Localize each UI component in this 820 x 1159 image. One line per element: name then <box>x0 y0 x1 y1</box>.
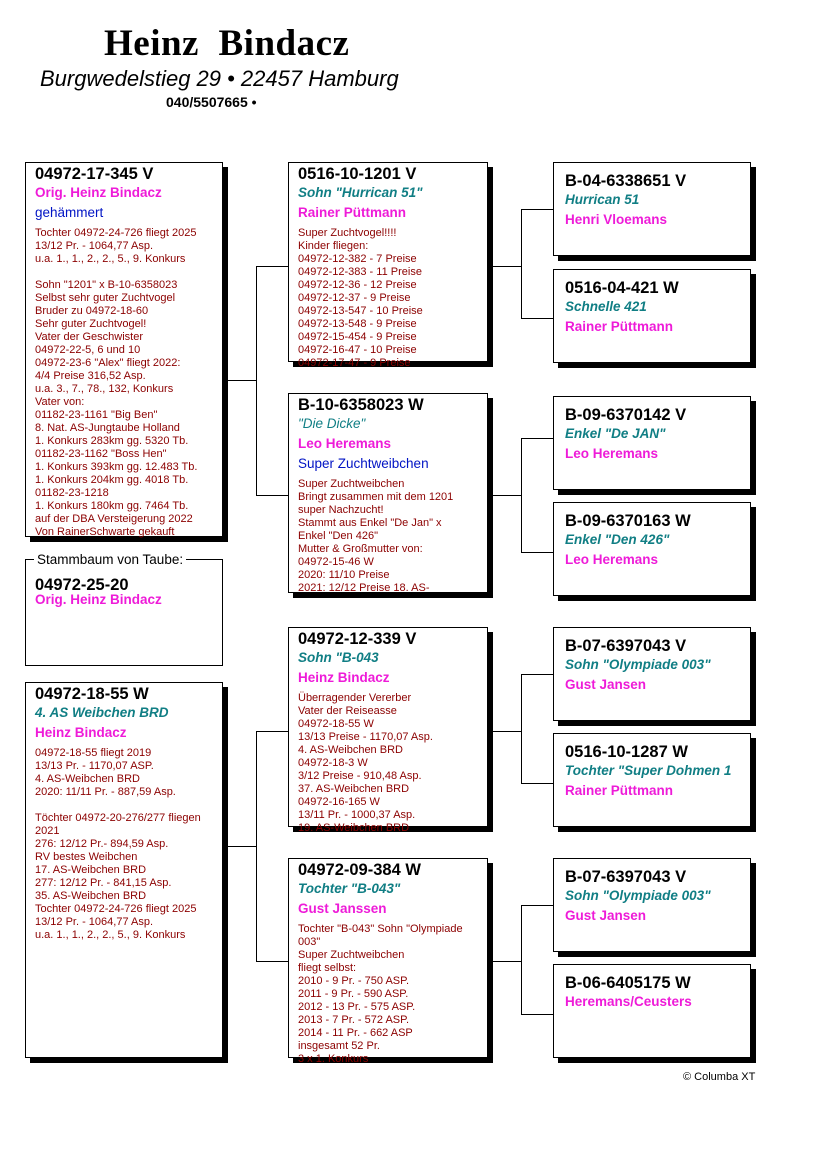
fm-name: "Die Dicke" <box>298 416 366 431</box>
mother-info: 04972-18-55 fliegt 2019 13/13 Pr. - 1170,07 ASP. 4. AS-Weibchen BRD 2020: 11/11 Pr. - 887,59 Asp. Töchter 04972-20-276/277 fliegen 2021 276: 12/12 Pr.- 894,59 Asp. RV bestes Weibchen 17. AS-Weibchen BRD 277: 12/12 Pr. - 841,15 Asp. 35. AS-Weibchen BRD Tochter 04972-24-726 fliegt 2025 13/12 Pr. - 1064,77 Asp. u.a. 1., 1., 2., 2., 5., 9. Konkurs <box>35 747 201 941</box>
subject-owner: Orig. Heinz Bindacz <box>35 592 162 607</box>
connector <box>256 961 289 962</box>
great-grandparent-card-5[interactable] <box>553 627 751 721</box>
mm-info: Tochter "B-043" Sohn "Olympiade 003" Super Zuchtweibchen fliegt selbst: 2010 - 9 Pr. - 750 ASP. 2011 - 9 Pr. - 590 ASP. 2012 - 13 Pr. - 575 ASP. 2013 - 7 Pr. - 572 ASP. 2014 - 11 Pr. - 662 ASP insgesamt 52 Pr. 3 x 1. Konkurs <box>298 923 463 1065</box>
g5-name: Sohn "Olympiade 003" <box>565 657 711 672</box>
g5-owner: Gust Jansen <box>565 677 647 692</box>
connector <box>488 495 522 496</box>
fm-tag: Super Zuchtweibchen <box>298 456 429 471</box>
connector <box>521 674 522 783</box>
ff-name: Sohn "Hurrican 51" <box>298 185 423 200</box>
connector <box>488 731 522 732</box>
connector <box>256 731 257 961</box>
mm-name: Tochter "B-043" <box>298 881 401 896</box>
great-grandparent-card-2[interactable] <box>553 269 751 363</box>
ff-owner: Rainer Püttmann <box>298 205 407 220</box>
connector <box>521 905 522 1014</box>
mf-name: Sohn "B-043 <box>298 650 379 665</box>
g2-owner: Rainer Püttmann <box>565 319 674 334</box>
g8-owner: Heremans/Ceusters <box>565 994 692 1009</box>
great-grandparent-card-4[interactable] <box>553 502 751 596</box>
great-grandparent-card-7[interactable] <box>553 858 751 952</box>
mother-card[interactable] <box>25 682 223 1058</box>
g3-name: Enkel "De JAN" <box>565 426 666 441</box>
father-card[interactable] <box>25 162 223 537</box>
ff-info: Super Zuchtvogel!!!! Kinder fliegen: 04972-12-382 - 7 Preise 04972-12-383 - 11 Preise 04972-12-36 - 12 Preise 04972-12-37 - 9 Preise 04972-13-547 - 10 Preise 04972-13-548 - 9 Preise 04972-15-454 - 9 Preise 04972-16-47 - 10 Preise 04972-17-47 - 9 Preise <box>298 227 423 369</box>
g3-owner: Leo Heremans <box>565 446 659 461</box>
connector <box>521 438 554 439</box>
subject-card[interactable] <box>25 559 223 666</box>
g7-owner: Gust Jansen <box>565 908 647 923</box>
subject-ring: 04972-25-20 <box>35 576 129 594</box>
great-grandparent-card-3[interactable] <box>553 396 751 490</box>
copyright: © Columba XT <box>683 1071 756 1083</box>
mf-owner: Heinz Bindacz <box>298 670 390 685</box>
connector <box>256 266 289 267</box>
connector <box>521 783 554 784</box>
connector <box>256 731 289 732</box>
g6-name: Tochter "Super Dohmen 1 <box>565 763 732 778</box>
mm-ring: 04972-09-384 W <box>298 861 421 879</box>
g4-ring: B-09-6370163 W <box>565 512 691 530</box>
g4-name: Enkel "Den 426" <box>565 532 670 547</box>
g1-owner: Henri Vloemans <box>565 212 668 227</box>
father-ring: 04972-17-345 V <box>35 165 154 183</box>
g1-name: Hurrican 51 <box>565 192 640 207</box>
connector <box>222 380 256 381</box>
g8-ring: B-06-6405175 W <box>565 974 691 992</box>
breeder-address: Burgwedelstieg 29 • 22457 Hamburg <box>40 66 399 91</box>
grandfather-paternal-card[interactable] <box>288 162 488 369</box>
grandmother-paternal-card[interactable] <box>288 393 488 593</box>
ff-ring: 0516-10-1201 V <box>298 165 417 183</box>
connector <box>488 266 522 267</box>
connector <box>256 495 289 496</box>
father-tag: gehämmert <box>35 205 104 220</box>
connector <box>521 318 554 319</box>
great-grandparent-card-6[interactable] <box>553 733 751 827</box>
g6-owner: Rainer Püttmann <box>565 783 674 798</box>
mother-owner: Heinz Bindacz <box>35 725 127 740</box>
connector <box>521 905 554 906</box>
fm-ring: B-10-6358023 W <box>298 396 424 414</box>
mother-ring: 04972-18-55 W <box>35 685 149 703</box>
connector <box>521 674 554 675</box>
g1-ring: B-04-6338651 V <box>565 172 687 190</box>
g4-owner: Leo Heremans <box>565 552 659 567</box>
fm-info: Super Zuchtweibchen Bringt zusammen mit dem 1201 super Nachzucht! Stammt aus Enkel "De Jan" x Enkel "Den 426" Mutter & Großmutter von: 04972-15-46 W 2020: 11/10 Preise 2021: 12/12 Preise 18. AS- <box>298 478 454 594</box>
connector <box>488 961 522 962</box>
mother-name: 4. AS Weibchen BRD <box>35 705 169 720</box>
mm-owner: Gust Janssen <box>298 901 387 916</box>
great-grandparent-card-8[interactable] <box>553 964 751 1058</box>
g7-ring: B-07-6397043 V <box>565 868 687 886</box>
g2-ring: 0516-04-421 W <box>565 279 679 297</box>
g7-name: Sohn "Olympiade 003" <box>565 888 711 903</box>
connector <box>222 846 256 847</box>
connector <box>256 266 257 495</box>
pedigree-label: Stammbaum von Taube: <box>34 552 186 567</box>
mf-info: Überragender Vererber Vater der Reiseasse 04972-18-55 W 13/13 Preise - 1170,07 Asp. 4. AS-Weibchen BRD 04972-18-3 W 3/12 Preise - 910,48 Asp. 37. AS-Weibchen BRD 04972-16-165 W 13/11 Pr. - 1000,37 Asp. 19. AS-Weibchen BRD <box>298 692 433 834</box>
g6-ring: 0516-10-1287 W <box>565 743 688 761</box>
great-grandparent-card-1[interactable] <box>553 162 751 256</box>
breeder-phone: 040/5507665 • <box>166 94 257 110</box>
connector <box>521 209 554 210</box>
fm-owner: Leo Heremans <box>298 436 392 451</box>
father-owner: Orig. Heinz Bindacz <box>35 185 162 200</box>
father-info: Tochter 04972-24-726 fliegt 2025 13/12 Pr. - 1064,77 Asp. u.a. 1., 1., 2., 2., 5., 9. Konkurs Sohn "1201" x B-10-6358023 Selbst sehr guter Zuchtvogel Bruder zu 04972-18-60 Sehr guter Zuchtvogel! Vater der Geschwister 04972-22-5, 6 und 10 04972-23-6 "Alex" fliegt 2022: 4/4 Preise 316,52 Asp. u.a. 3., 7., 78., 132, Konkurs Vater von: 01182-23-1161 "Big Ben" 8. Nat. AS-Jungtaube Holland 1. Konkurs 283km gg. 5320 Tb. 01182-23-1162 "Boss Hen" 1. Konkurs 393km gg. 12.483 Tb. 1. Konkurs 204km gg. 4018 Tb. 01182-23-1218 1. Konkurs 180km gg. 7464 Tb. auf der DBA Versteigerung 2022 Von RainerSchwarte gekauft <box>35 227 198 538</box>
connector <box>521 552 554 553</box>
grandfather-maternal-card[interactable] <box>288 627 488 834</box>
connector <box>521 1014 554 1015</box>
mf-ring: 04972-12-339 V <box>298 630 417 648</box>
g2-name: Schnelle 421 <box>565 299 647 314</box>
grandmother-maternal-card[interactable] <box>288 858 488 1065</box>
g5-ring: B-07-6397043 V <box>565 637 687 655</box>
connector <box>521 438 522 552</box>
breeder-name: Heinz Bindacz <box>104 23 350 64</box>
connector <box>521 209 522 318</box>
g3-ring: B-09-6370142 V <box>565 406 687 424</box>
